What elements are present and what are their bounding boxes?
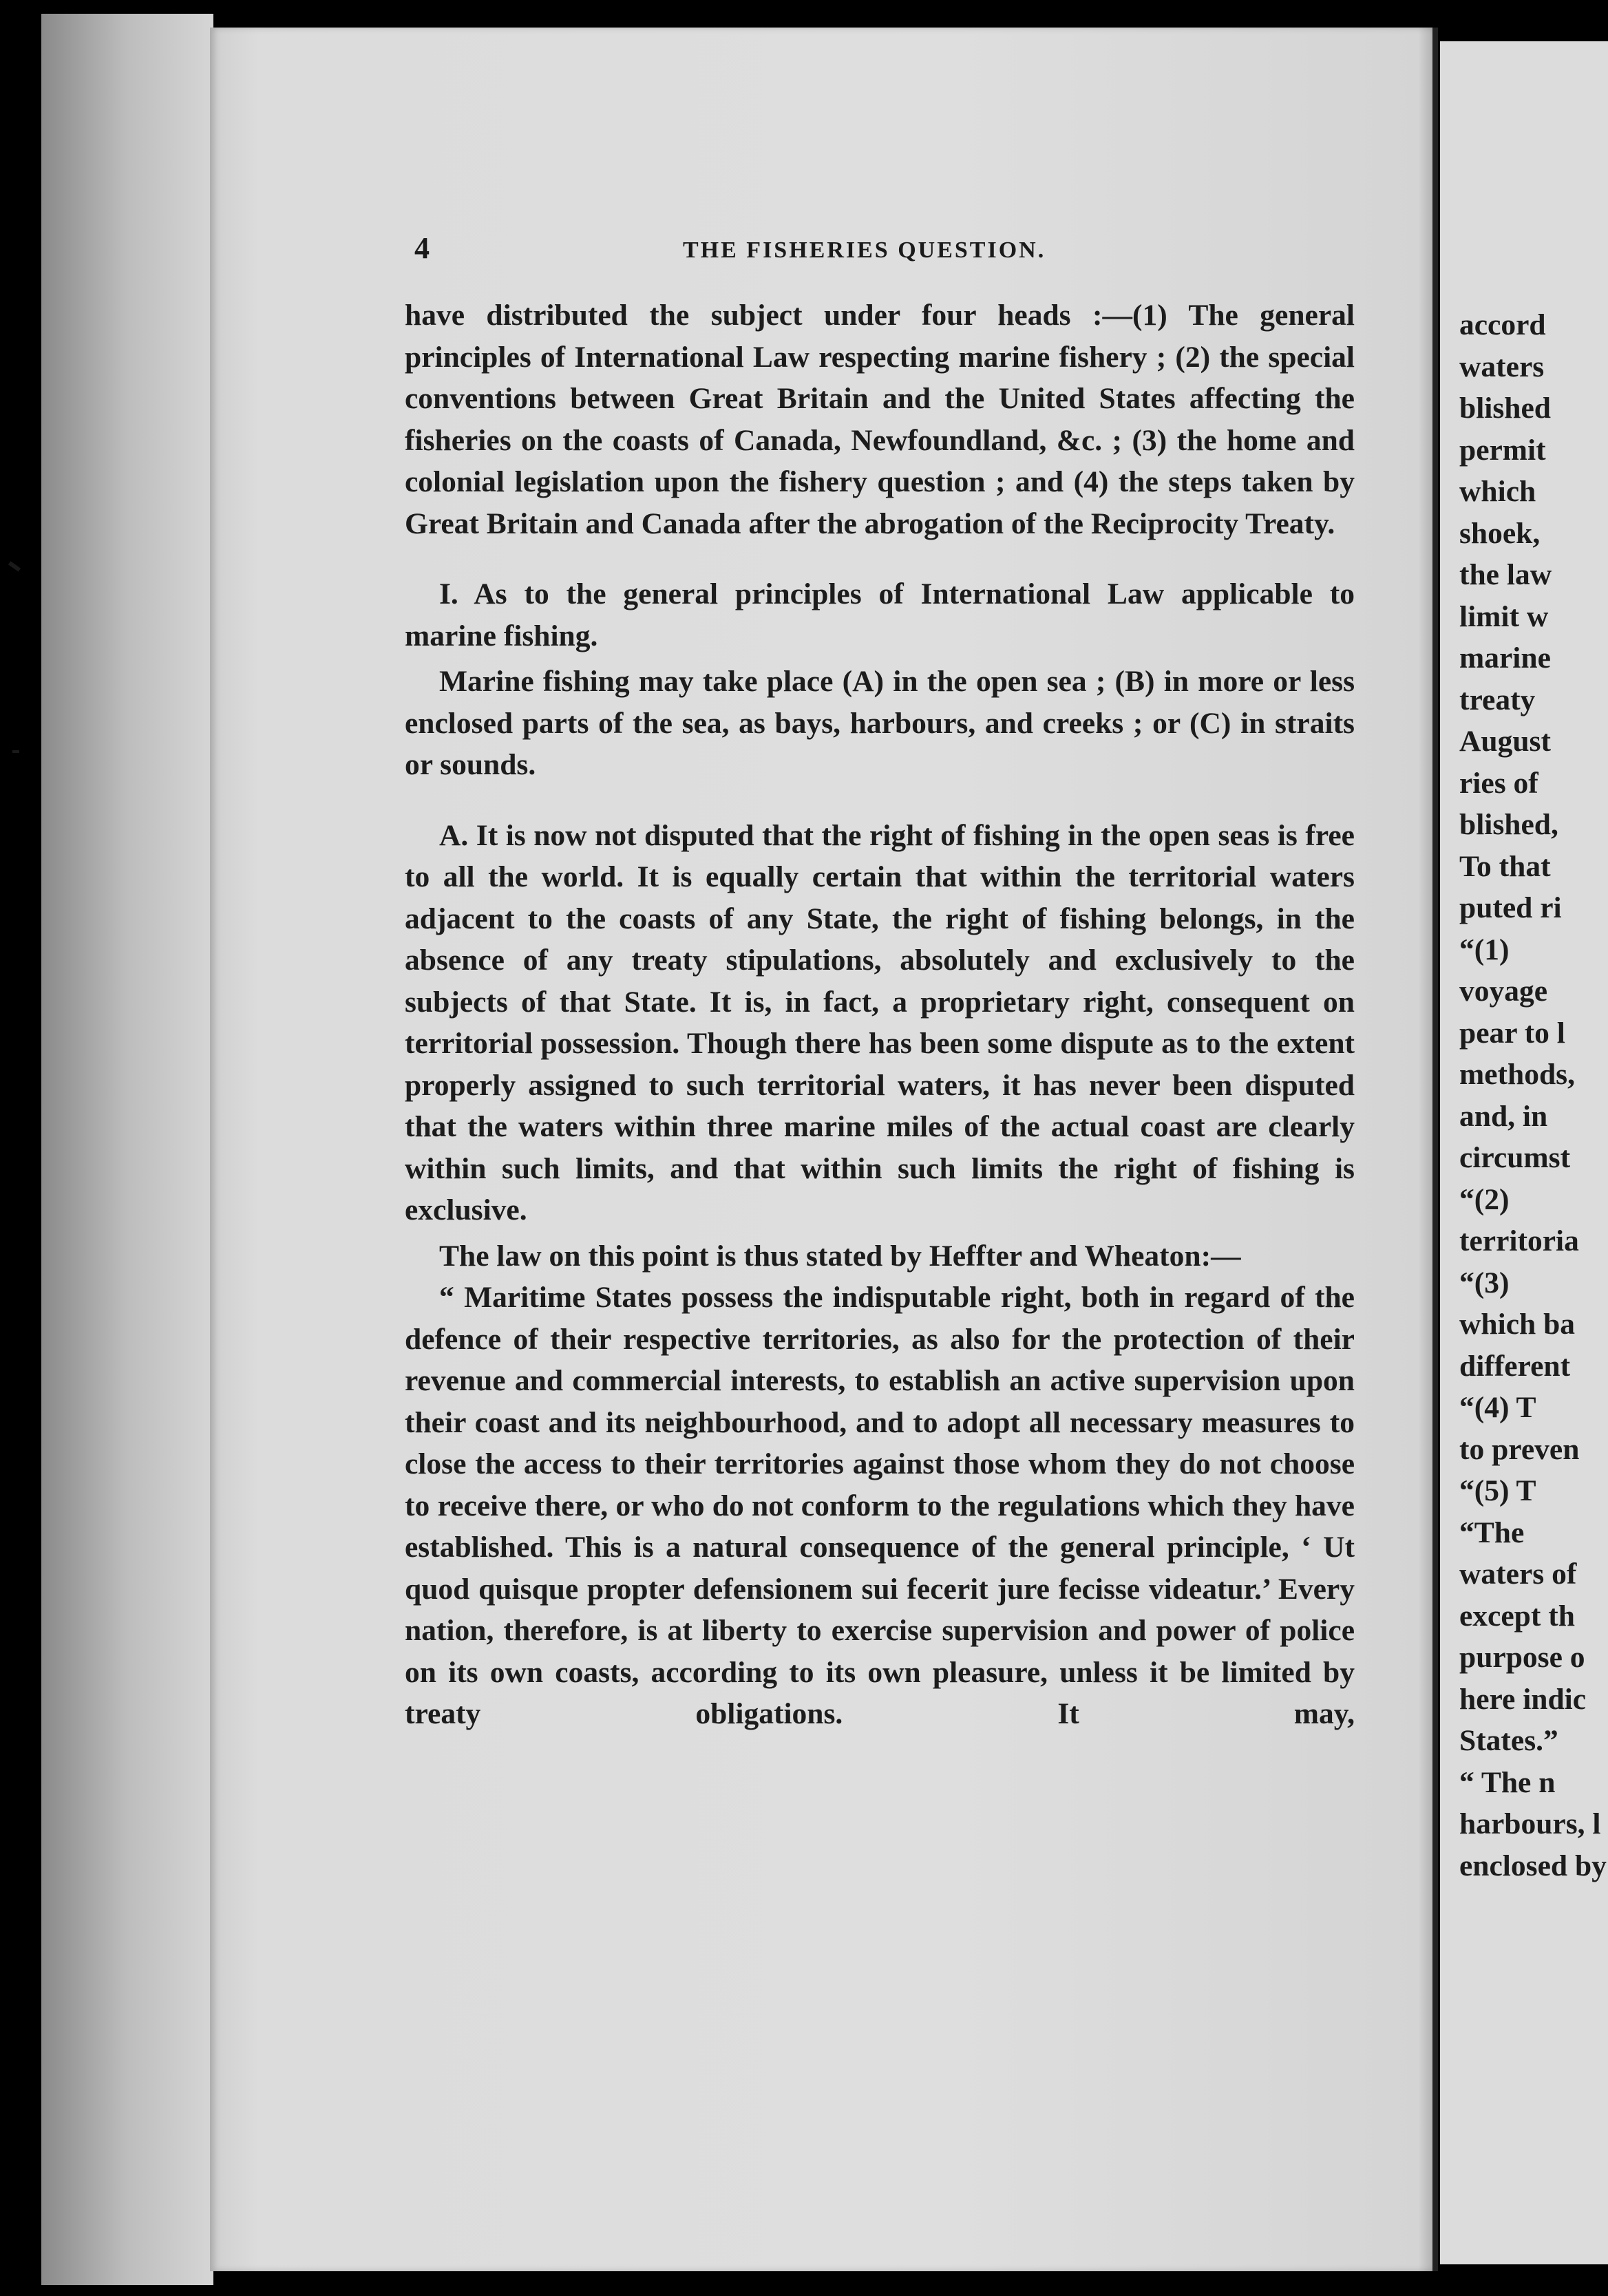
page-header bbox=[414, 231, 1351, 272]
right-page-line: waters bbox=[1459, 350, 1545, 383]
right-page-line: August bbox=[1459, 725, 1551, 758]
right-page-line: except th bbox=[1459, 1599, 1575, 1633]
left-page-edge bbox=[41, 14, 213, 2285]
paragraph-heffter-wheaton: The law on this point is thus stated by Heffter and Wheaton:— bbox=[439, 1239, 1241, 1273]
right-page-line: permit bbox=[1459, 433, 1546, 467]
right-page-line: to preven bbox=[1459, 1432, 1580, 1466]
right-page-line: puted ri bbox=[1459, 891, 1562, 924]
paragraph-intro: have distributed the subject under four heads :—(1) The general principles of International Law respecting marine fishery ; (2) the special conventions between Great Britain and the United States affecting the fisheries on the coasts of Canada, Newfoundland, &c. ; (3) the home and colonial legislation upon the fishery question ; and (4) the steps taken by Great Britain and Canada after the abrogation of the Reciprocity Treaty. bbox=[405, 299, 1355, 540]
paragraph-quotation: “ Maritime States possess the indisputable right, both in regard of the defence of their respective territories, as also for the protection of their revenue and commercial interests, to establish an active supervision upon their coast and its neighbourhood, and to adopt all necessary measures to close the access to their territories against those whom they do not choose to receive there, or who do not conform to the regulations which they have established. This is a natural consequence of the general principle, ‘ Ut quod quisque propter defensionem sui fecerit jure fecisse videatur.’ Every nation, therefore, is at liberty to exercise supervision and power of police on its own coasts, according to its own pleasure, unless it be limited by treaty obligations. It may, bbox=[405, 1281, 1355, 1730]
right-page-line: and, in bbox=[1459, 1099, 1548, 1133]
right-page-line: accord bbox=[1459, 308, 1546, 341]
right-page-line: blished bbox=[1459, 392, 1551, 425]
scan-speck bbox=[8, 561, 21, 571]
right-page-line: States.” bbox=[1459, 1724, 1558, 1757]
right-page-line: different bbox=[1459, 1349, 1571, 1383]
right-page-line: purpose o bbox=[1459, 1641, 1585, 1674]
right-page-line: enclosed by bbox=[1459, 1849, 1607, 1882]
right-page-line: treaty bbox=[1459, 683, 1536, 716]
page-number: 4 bbox=[414, 231, 430, 265]
right-page-line: methods, bbox=[1459, 1058, 1575, 1091]
scan-speck bbox=[12, 750, 19, 753]
right-page-line: which bbox=[1459, 475, 1536, 508]
right-page-line: limit w bbox=[1459, 599, 1549, 633]
right-page-line: territoria bbox=[1459, 1224, 1579, 1257]
page-gutter bbox=[1432, 28, 1438, 2271]
right-page-line: voyage bbox=[1459, 975, 1548, 1008]
right-page-line: harbours, l bbox=[1459, 1807, 1601, 1840]
right-page bbox=[1440, 41, 1608, 2264]
running-title: THE FISHERIES QUESTION. bbox=[683, 237, 1046, 263]
right-page-line: “(5) T bbox=[1459, 1474, 1536, 1507]
right-page-line: “The bbox=[1459, 1516, 1525, 1549]
body-text bbox=[405, 295, 1355, 1735]
right-page-line: To that bbox=[1459, 849, 1551, 883]
paragraph-section-heading: I. As to the general principles of International Law applicable to marine fishing. bbox=[405, 577, 1355, 652]
right-page-line: “(1) bbox=[1459, 933, 1510, 966]
right-page-line: “(2) bbox=[1459, 1182, 1510, 1216]
right-page-line: blished, bbox=[1459, 808, 1558, 841]
right-page-line: here indic bbox=[1459, 1682, 1587, 1716]
right-page-line: marine bbox=[1459, 641, 1551, 674]
paragraph-open-sea: A. It is now not disputed that the right of fishing in the open seas is free to all the world. It is equally certain that within the territorial waters adjacent to the coasts of any State, the right of fishing belongs, in the absence of any treaty stipulations, absolutely and exclusively to the subjects of that State. It is, in fact, a proprietary right, consequent on territorial possession. Though there has been some dispute as to the extent properly assigned to such territorial waters, it has never been disputed that the waters within three marine miles of the actual coast are clearly within such limits, and that within such limits the right of fishing is exclusive. bbox=[405, 818, 1355, 1226]
right-page-line: waters of bbox=[1459, 1558, 1577, 1591]
right-page-line: pear to l bbox=[1459, 1016, 1565, 1050]
right-page-line: “(3) bbox=[1459, 1266, 1510, 1299]
right-page-line: shoek, bbox=[1459, 516, 1541, 550]
right-page-line: “(4) T bbox=[1459, 1391, 1536, 1424]
right-page-line: circumst bbox=[1459, 1141, 1571, 1174]
right-page-line: ries of bbox=[1459, 766, 1538, 800]
right-page-line: which ba bbox=[1459, 1308, 1576, 1341]
paragraph-marine-fishing: Marine fishing may take place (A) in the open sea ; (B) in more or less enclosed parts of the sea, as bays, harbours, and creeks ; or (C) in straits or sounds. bbox=[405, 665, 1355, 781]
right-page-line: “ The n bbox=[1459, 1765, 1556, 1799]
right-page-text bbox=[1459, 304, 1608, 1886]
right-page-line: the law bbox=[1459, 558, 1552, 591]
